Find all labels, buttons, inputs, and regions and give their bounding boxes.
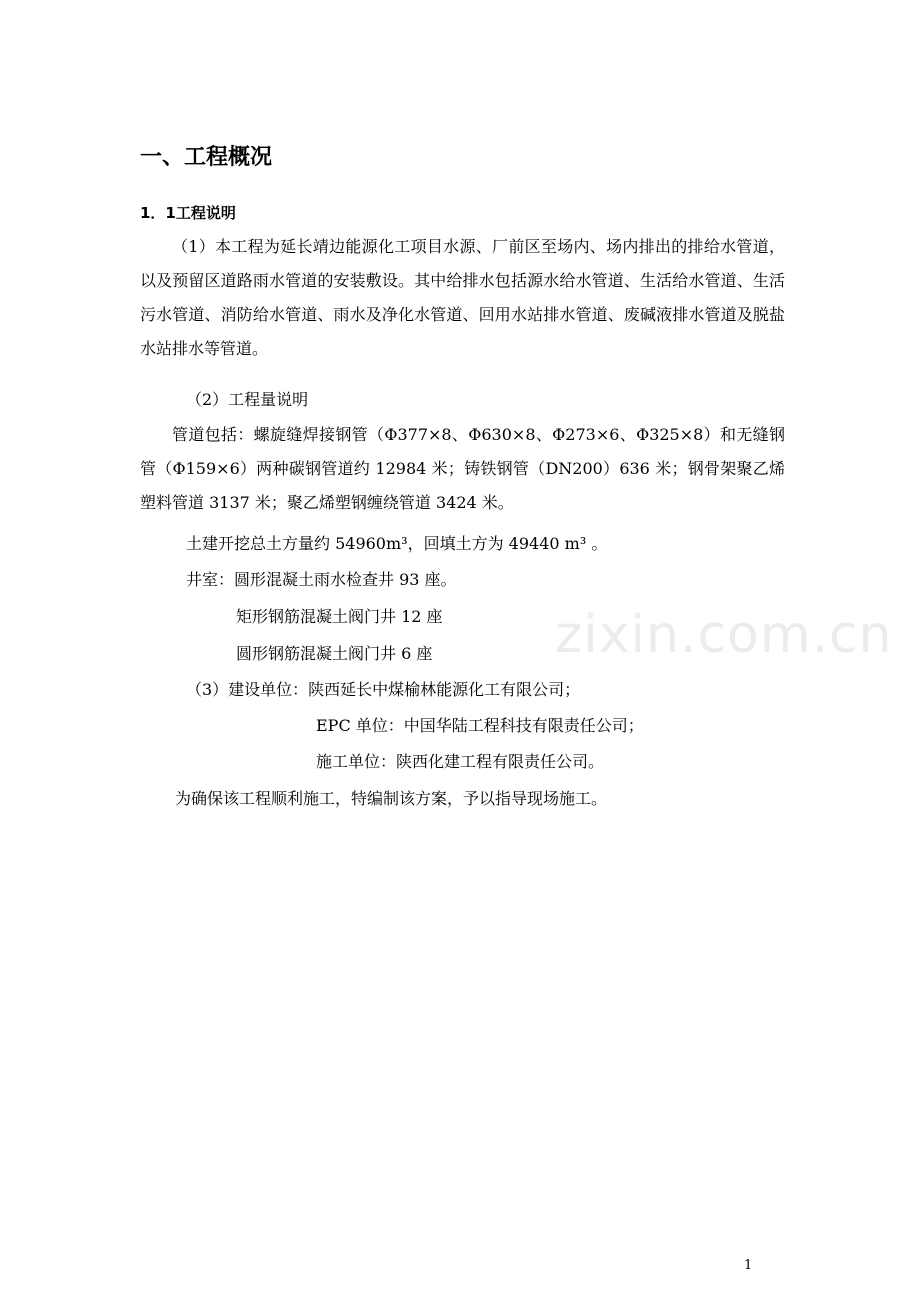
subsection-heading: 1．1工程说明 xyxy=(140,204,236,222)
wells-line-3: 圆形钢筋混凝土阀门井 6 座 xyxy=(236,644,433,663)
section-heading: 一、工程概况 xyxy=(140,145,273,170)
watermark: zixin.com.cn xyxy=(555,605,893,665)
page-number: 1 xyxy=(744,1258,753,1273)
owner-unit-line: （3）建设单位：陕西延长中煤榆林能源化工有限公司； xyxy=(186,680,581,699)
closing-line: 为确保该工程顺利施工，特编制该方案，予以指导现场施工。 xyxy=(175,789,608,808)
earthwork-line: 土建开挖总土方量约 54960m³，回填土方为 49440 m³ 。 xyxy=(186,534,608,553)
pipe-quantities-paragraph: 管道包括：螺旋缝焊接钢管（Φ377×8、Φ630×8、Φ273×6、Φ325×8）和无缝钢管（Φ159×6）两种碳钢管道约 12984 米；铸铁钢管（DN200）636 米；钢骨架聚乙烯塑料管道 3137 米；聚乙烯塑钢缠绕管道 3424 米。 xyxy=(140,425,785,512)
wells-line-2: 矩形钢筋混凝土阀门井 12 座 xyxy=(236,607,443,626)
wells-line-1: 井室：圆形混凝土雨水检查井 93 座。 xyxy=(186,570,457,589)
epc-unit-line: EPC 单位：中国华陆工程科技有限责任公司； xyxy=(316,716,644,735)
project-description-paragraph: （1）本工程为延长靖边能源化工项目水源、厂前区至场内、场内排出的排给水管道，以及预留区道路雨水管道的安装敷设。其中给排水包括源水给水管道、生活给水管道、生活污水管道、消防给水管道、雨水及净化水管道、回用水站排水管道、废碱液排水管道及脱盐水站排水等管道。 xyxy=(140,237,785,358)
quantities-title: （2）工程量说明 xyxy=(186,390,309,409)
construction-unit-line: 施工单位：陕西化建工程有限责任公司。 xyxy=(316,752,605,771)
